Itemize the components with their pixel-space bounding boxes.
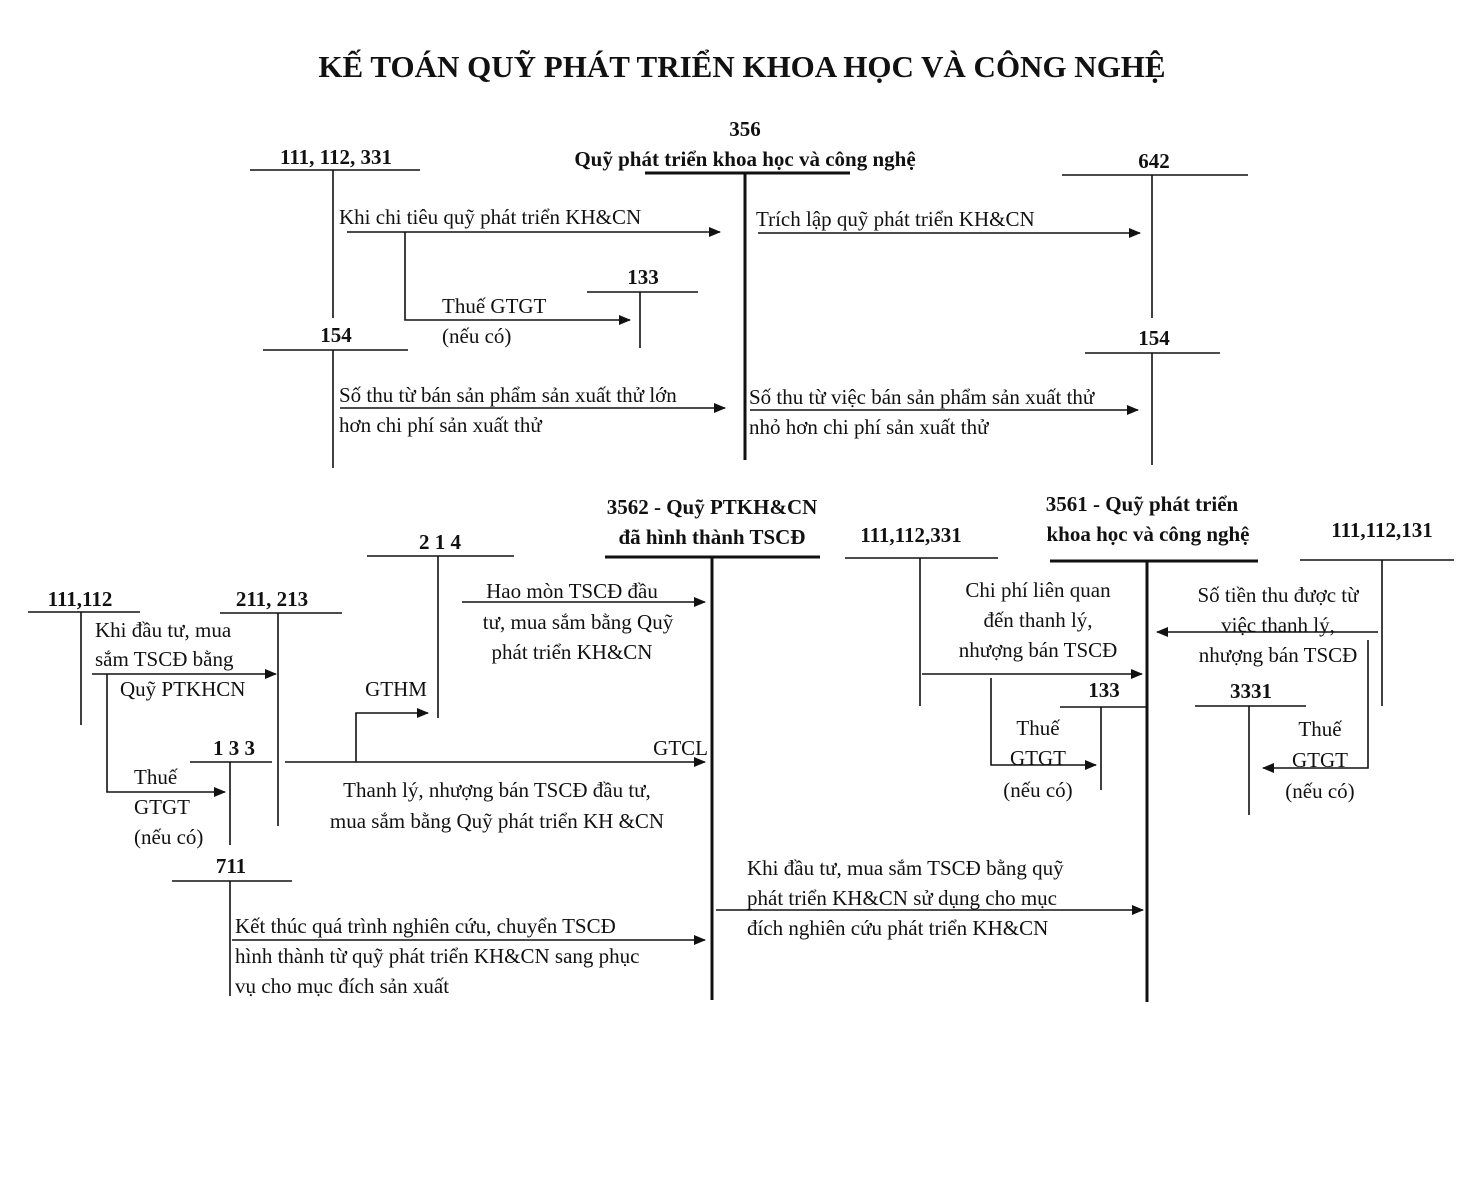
account-label-111-112: 111,112 — [47, 587, 113, 611]
account-label-133: 133 — [627, 265, 659, 289]
label-depr-2: tư, mua sắm bằng Quỹ — [482, 610, 674, 634]
label-revenue-greater-2: hơn chi phí sản xuất thử — [339, 413, 542, 437]
label-invest-1: Khi đầu tư, mua — [95, 618, 232, 642]
label-vat-left-1: Thuế — [134, 765, 178, 789]
label-revenue-smaller-1: Số thu từ việc bán sản phẩm sản xuất thử — [749, 385, 1095, 409]
account-label-711: 711 — [215, 854, 247, 878]
account-label-3562-line2: đã hình thành TSCĐ — [618, 525, 806, 549]
account-label-211-213: 211, 213 — [235, 587, 309, 611]
account-label-642: 642 — [1138, 149, 1170, 173]
account-label-3562-line1: 3562 - Quỹ PTKH&CN — [606, 495, 818, 519]
label-depr-1: Hao mòn TSCĐ đầu — [486, 579, 658, 603]
label-end-research-1: Kết thúc quá trình nghiên cứu, chuyển TSCĐ — [235, 914, 616, 938]
label-invest-research-3: đích nghiên cứu phát triển KH&CN — [747, 916, 1049, 940]
label-revenue-smaller-2: nhỏ hơn chi phí sản xuất thử — [749, 415, 989, 439]
account-label-154-left: 154 — [320, 323, 352, 347]
label-invest-3: Quỹ PTKHCN — [120, 677, 246, 701]
label-spend-fund: Khi chi tiêu quỹ phát triển KH&CN — [339, 205, 642, 229]
label-vat-left-2: GTGT — [134, 795, 190, 819]
label-vat-3331-3: (nếu có) — [1285, 779, 1355, 803]
label-invest-2: sắm TSCĐ bằng — [95, 647, 234, 671]
account-code-356: 356 — [729, 117, 761, 141]
top-diagram — [250, 117, 1248, 468]
label-vat: Thuế GTGT — [442, 294, 547, 318]
account-label-214: 2 1 4 — [419, 530, 461, 554]
label-liq-cost-3: nhượng bán TSCĐ — [958, 638, 1118, 662]
account-label-3561-line2: khoa học và công nghệ — [1046, 522, 1250, 546]
label-liq-rev-3: nhượng bán TSCĐ — [1198, 643, 1358, 667]
label-vat-left-3: (nếu có) — [134, 825, 204, 849]
label-invest-research-2: phát triển KH&CN sử dụng cho mục — [747, 886, 1058, 910]
label-end-research-3: vụ cho mục đích sản xuất — [235, 974, 450, 998]
bottom-diagram — [28, 492, 1454, 1002]
label-vat-right-2: GTGT — [1010, 746, 1066, 770]
account-name-356: Quỹ phát triển khoa học và công nghệ — [574, 147, 916, 171]
account-label-111-112-131: 111,112,131 — [1331, 518, 1433, 542]
label-vat-3331-1: Thuế — [1298, 717, 1342, 741]
label-liquidate-2: mua sắm bằng Quỹ phát triển KH &CN — [329, 809, 665, 833]
label-liq-cost-1: Chi phí liên quan — [965, 578, 1111, 602]
label-end-research-2: hình thành từ quỹ phát triển KH&CN sang phục — [235, 944, 640, 968]
label-gthm: GTHM — [365, 677, 427, 701]
label-liq-rev-1: Số tiền thu được từ — [1197, 583, 1359, 607]
label-appropriate-fund: Trích lập quỹ phát triển KH&CN — [756, 207, 1035, 231]
label-gtcl: GTCL — [653, 736, 708, 760]
account-label-111-112-331: 111, 112, 331 — [279, 145, 393, 169]
label-liquidate-1: Thanh lý, nhượng bán TSCĐ đầu tư, — [343, 778, 651, 802]
label-if-any: (nếu có) — [442, 324, 512, 348]
label-liq-cost-2: đến thanh lý, — [983, 608, 1093, 632]
account-label-3561-line1: 3561 - Quỹ phát triển — [1045, 492, 1239, 516]
label-vat-right-1: Thuế — [1016, 716, 1060, 740]
account-label-154-right: 154 — [1138, 326, 1170, 350]
page-title: KẾ TOÁN QUỸ PHÁT TRIỂN KHOA HỌC VÀ CÔNG NGHỆ — [318, 49, 1166, 84]
label-depr-3: phát triển KH&CN — [491, 640, 653, 664]
account-label-111-112-331-bottom: 111,112,331 — [860, 523, 962, 547]
label-vat-right-3: (nếu có) — [1003, 778, 1073, 802]
account-label-3331: 3331 — [1230, 679, 1272, 703]
arrow-gthm — [356, 713, 428, 762]
label-liq-rev-2: việc thanh lý, — [1221, 613, 1335, 637]
account-label-133-right: 133 — [1088, 678, 1120, 702]
account-label-133-left: 1 3 3 — [213, 736, 255, 760]
label-invest-research-1: Khi đầu tư, mua sắm TSCĐ bằng quỹ — [747, 856, 1064, 880]
label-vat-3331-2: GTGT — [1292, 748, 1348, 772]
label-revenue-greater-1: Số thu từ bán sản phẩm sản xuất thử lớn — [339, 383, 677, 407]
